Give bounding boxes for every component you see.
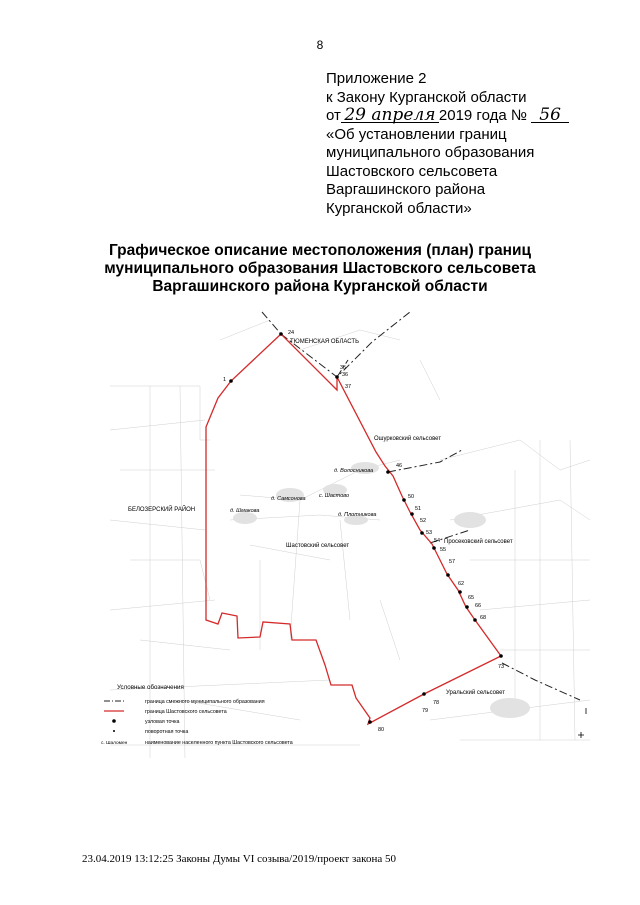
document-footer: 23.04.2019 13:12:25 Законы Думы VI созыва/2019/проект закона 50 [82, 853, 396, 865]
region-label-tyumen: ТЮМЕНСКАЯ ОБЛАСТЬ [290, 339, 360, 345]
point-label: 57 [449, 559, 456, 565]
date-suffix: 2019 года № [438, 107, 527, 124]
document-title [0, 242, 640, 296]
boundary-points [229, 332, 506, 724]
title-line-3: Варгашинского района Курганской области [152, 278, 488, 295]
legend-neighbor-text: граница смежного муниципального образования [145, 699, 265, 705]
point-marker [422, 692, 426, 696]
point-marker [432, 546, 436, 550]
village-label-voloskovo: д. Волосникова [334, 468, 374, 474]
region-label-uralsky: Уральский сельсовет [446, 690, 506, 696]
point-marker [458, 590, 462, 594]
point-label: 55 [440, 547, 447, 553]
legend-nodal-marker [112, 719, 116, 723]
point-marker [446, 573, 450, 577]
legend-turning-text: поворотная точка [145, 729, 189, 735]
point-label: 50 [408, 494, 415, 500]
region-label-shastovsky: Шастовский сельсовет [286, 543, 350, 549]
point-marker [465, 605, 469, 609]
point-marker [386, 470, 390, 474]
legend-turning-marker [113, 730, 115, 732]
village-label-shastovo: с. Шастово [319, 493, 350, 499]
appendix-date-line [326, 107, 569, 126]
point-label: 51 [415, 506, 422, 512]
point-label: 36 [342, 372, 349, 378]
handwritten-law-number: 56 [531, 108, 569, 123]
region-label-proskokovsky: Просековский сельсовет [444, 539, 513, 545]
legend-boundary-text: граница Шастовского сельсовета [145, 709, 227, 715]
point-label: 79 [422, 708, 429, 714]
point-label: 80 [378, 727, 385, 733]
point-label: 73 [498, 664, 505, 670]
village-label-samsonovo: д. Самсонова [271, 496, 306, 502]
point-marker [420, 531, 424, 535]
shastovsky-boundary [206, 334, 501, 724]
point-label: 46 [396, 463, 403, 469]
boundary-map [100, 308, 600, 758]
region-label-oshurkovsky: Ошурковский сельсовет [374, 436, 442, 442]
legend-title: Условные обозначения [117, 684, 184, 691]
village-label-shmakovo: д. Шмакова [230, 508, 260, 514]
appendix-line-8: Курганской области» [326, 199, 472, 217]
point-marker [335, 375, 339, 379]
appendix-line-2: к Закону Курганской области [326, 88, 527, 106]
date-prefix: от [326, 107, 341, 124]
appendix-line-4: «Об установлении границ [326, 125, 507, 143]
appendix-line-6: Шастовского сельсовета [326, 162, 498, 180]
point-label: 24 [288, 330, 295, 336]
point-label: 1 [223, 377, 227, 383]
appendix-line-7: Варгашинского района [326, 181, 486, 198]
point-marker [368, 720, 372, 724]
point-marker [229, 379, 233, 383]
point-label: 66 [475, 603, 482, 609]
title-line-2: муниципального образования Шастовского сельсовета [104, 260, 536, 277]
point-marker [473, 618, 477, 622]
title-line-1: Графическое описание местоположения (план) границ [108, 242, 532, 259]
page-number: 8 [316, 38, 324, 52]
point-label: 37 [345, 384, 352, 390]
point-label: 78 [433, 700, 440, 706]
handwritten-date: 29 апреля [341, 108, 439, 123]
point-marker [279, 332, 283, 336]
point-labels [223, 330, 504, 733]
frame-marks [578, 708, 586, 738]
point-label: 65 [468, 595, 475, 601]
legend-village-text: наименование населенного пункта Шастовского сельсовета [145, 740, 293, 746]
legend-village-sample: с. Шаломен [101, 741, 128, 746]
point-marker [402, 498, 406, 502]
village-label-plotnikovo: д. Плотникова [338, 512, 377, 518]
region-label-belozersky: БЕЛОЗЕРСКИЙ РАЙОН [128, 507, 196, 513]
appendix-header [326, 70, 569, 218]
appendix-line-5: муниципального образования [326, 144, 535, 161]
point-marker [410, 512, 414, 516]
legend-nodal-text: узловая точка [145, 719, 180, 725]
point-marker [499, 654, 503, 658]
map-legend [101, 684, 293, 746]
point-label: 68 [480, 615, 487, 621]
point-label: 53 [426, 530, 433, 536]
point-label: 52 [420, 518, 427, 524]
appendix-line-1: Приложение 2 [326, 70, 427, 87]
point-label: 54 [434, 538, 441, 544]
point-label: 35 [340, 365, 347, 371]
point-label: 62 [458, 581, 465, 587]
